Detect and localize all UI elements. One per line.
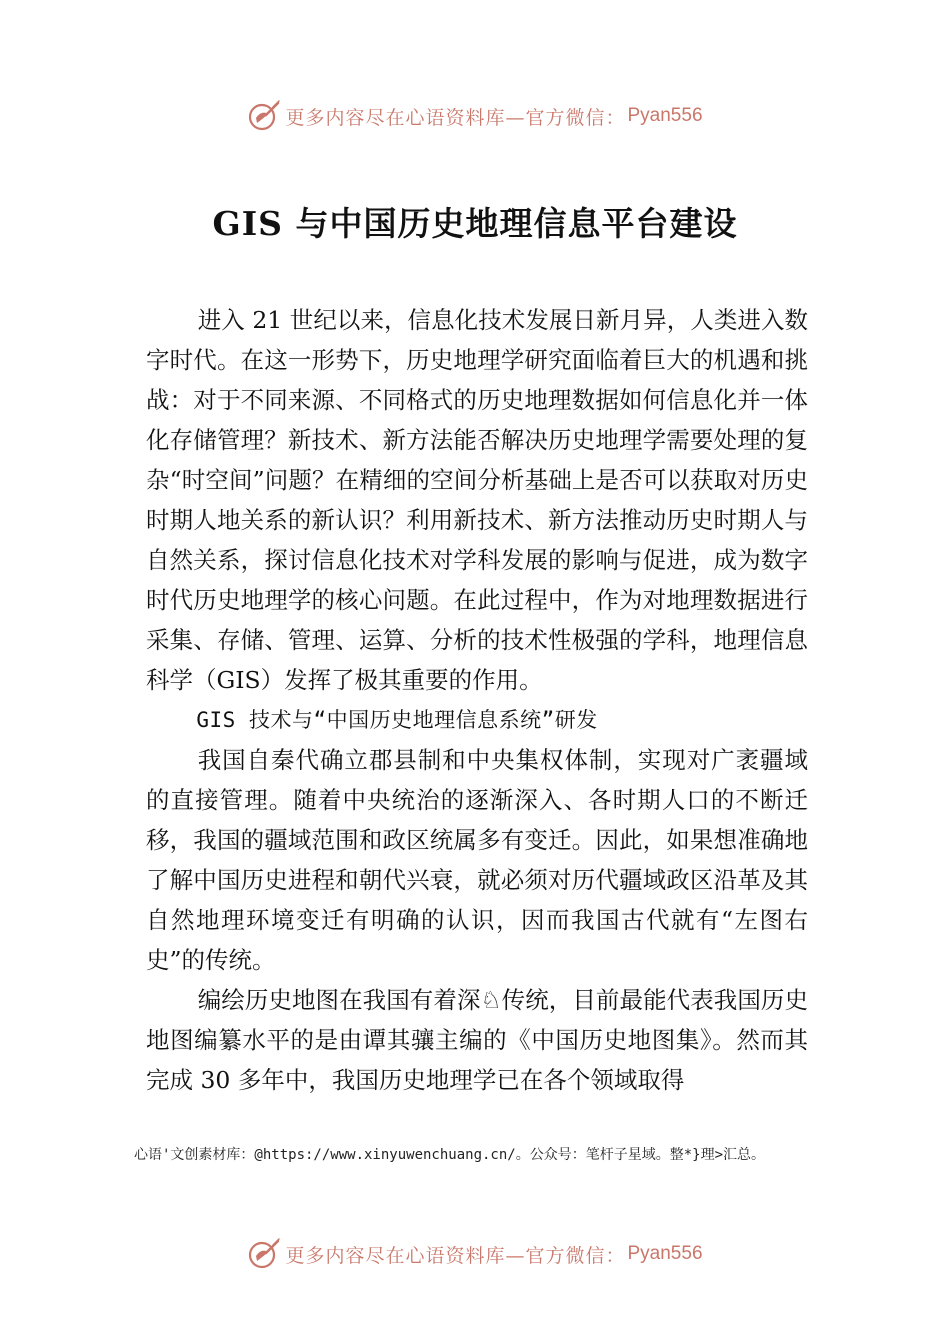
document-body (146, 300, 808, 1100)
footnote: 心语'文创素材库：@https://www.xinyuwenchuang.cn/。公众号：笔杆子星域。整*}理>汇总。 (134, 1147, 766, 1163)
brush-logo-icon (247, 99, 281, 133)
paragraph: 编绘历史地图在我国有着深♘传统，目前最能代表我国历史地图编纂水平的是由谭其骧主编的《中国历史地图集》。然而其完成 30 多年中，我国历史地理学已在各个领域取得 (146, 986, 808, 1094)
brush-logo-icon (247, 1237, 281, 1271)
section-heading: GIS 技术与“中国历史地理信息系统”研发 (196, 708, 598, 732)
banner-wechat-id: Pyan556 (627, 1243, 703, 1264)
paragraph: 进入 21 世纪以来，信息化技术发展日新月异，人类进入数字时代。在这一形势下，历史地理学研究面临着巨大的机遇和挑战：对于不同来源、不同格式的历史地理数据如何信息化并一体化存储管理？新技术、新方法能否解决历史地理学需要处理的复杂“时空间”问题？在精细的空间分析基础上是否可以获取对历史时期人地关系的新认识？利用新技术、新方法推动历史时期人与自然关系，探讨信息化技术对学科发展的影响与促进，成为数字时代历史地理学的核心问题。在此过程中，作为对地理数据进行采集、存储、管理、运算、分析的技术性极强的学科，地理信息科学（GIS）发挥了极其重要的作用。 (146, 306, 808, 694)
banner-text: 更多内容尽在心语资料库—官方微信： (285, 106, 626, 129)
footer-banner (0, 1234, 950, 1274)
banner-text: 更多内容尽在心语资料库—官方微信： (285, 1244, 626, 1267)
header-banner (0, 96, 950, 136)
paragraph: 我国自秦代确立郡县制和中央集权体制，实现对广袤疆域的直接管理。随着中央统治的逐渐深入、各时期人口的不断迁移，我国的疆域范围和政区统属多有变迁。因此，如果想准确地了解中国历史进程和朝代兴衰，就必须对历代疆域政区沿革及其自然地理环境变迁有明确的认识，因而我国古代就有“左图右史”的传统。 (146, 746, 808, 974)
document-title: GIS 与中国历史地理信息平台建设 (212, 204, 738, 243)
banner-wechat-id: Pyan556 (627, 105, 703, 126)
